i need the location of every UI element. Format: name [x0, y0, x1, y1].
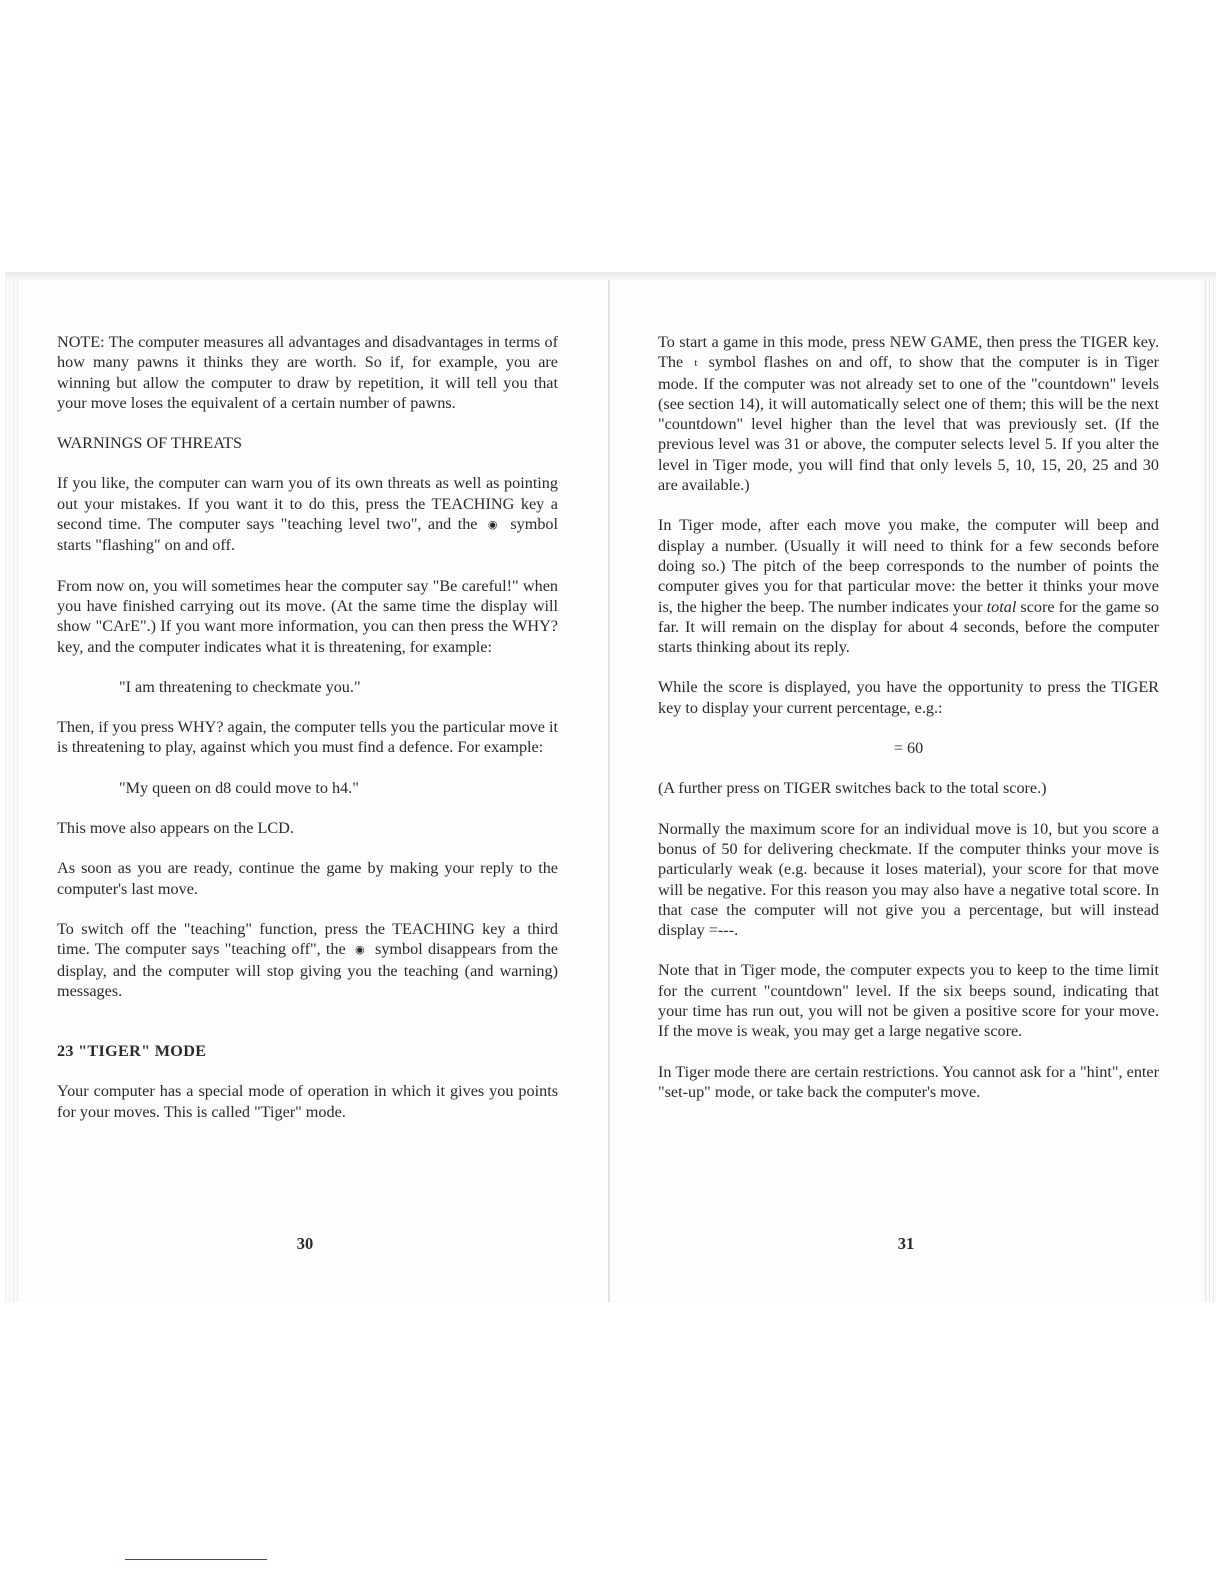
note-paragraph: NOTE: The computer measures all advantages and disadvantages in terms of how many pawns it thinks they are worth. So if, for example, you are winning but allow the computer to draw by repetition, it will tell you that your move loses the equivalent of a certain number of pawns. — [57, 333, 558, 412]
teaching-symbol-icon: ◉ — [354, 944, 366, 957]
score-paragraph: While the score is displayed, you have the opportunity to press the TIGER key to display your current percentage, e.g.: — [658, 678, 1159, 717]
continue-paragraph: As soon as you are ready, continue the game by making your reply to the computer's last move. — [57, 859, 558, 898]
switch-off-paragraph: To switch off the "teaching" function, press the TEACHING key a third time. The computer says "teaching off", the ◉ symbol disappears from the display, and the computer will stop giving you the teaching (and warning) messages. — [57, 919, 559, 1000]
tiger-symbol-icon: t — [694, 357, 698, 370]
warnings-paragraph-2: From now on, you will sometimes hear the computer say "Be careful!" when you have finished carrying out its move. (At the same time the display will show "CArE".) If you want more information, you can then press the WHY? key, and the computer indicates what it is threatening, for example: — [57, 576, 558, 656]
left-page — [57, 332, 558, 1142]
quote-queen-move: "My queen on d8 could move to h4." — [119, 778, 359, 797]
further-press-paragraph: (A further press on TIGER switches back to the total score.) — [658, 779, 1047, 798]
footnote-rule — [125, 1559, 267, 1560]
quote-threat: "I am threatening to checkmate you." — [119, 677, 361, 696]
page-number-right: 31 — [897, 1234, 915, 1253]
right-page-edge — [1202, 280, 1216, 1302]
time-limit-paragraph: Note that in Tiger mode, the computer expects you to keep to the time limit for the current "countdown" level. If the six beeps sound, indicating that your time has run out, you will not be given a positive score for your move. If the move is weak, you may get a large negative score. — [658, 961, 1159, 1041]
maximum-score-paragraph: Normally the maximum score for an individual move is 10, but you score a bonus of 50 for delivering checkmate. If the computer thinks your move is particularly weak (e.g. because it loses material), your score for that move will be negative. For this reason you may also have a negative total score. In that case the computer will not give you a percentage, but will instead display =---. — [658, 819, 1159, 940]
book-spread — [5, 272, 1216, 1302]
right-page — [658, 332, 1159, 1122]
start-paragraph: To start a game in this mode, press NEW GAME, then press the TIGER key. The t symbol flashes on and off, to show that the computer is in Tiger mode. If the computer was not already set to one of the "countdown" levels (see section 14), it will automatically select one of them; this will be the next "countdown" level higher than the level that was previously set. (If the previous level was 31 or above, the computer selects level 5. If you alter the level in Tiger mode, you will find that only levels 5, 10, 15, 20, 25 and 30 are available.) — [658, 333, 1160, 495]
tiger-mode-heading: 23 "TIGER" MODE — [57, 1042, 207, 1061]
left-page-edge — [5, 280, 19, 1302]
book-gutter — [608, 280, 610, 1302]
warnings-heading: WARNINGS OF THREATS — [57, 434, 242, 453]
teaching-symbol-icon: ◉ — [487, 519, 500, 532]
lcd-paragraph: This move also appears on the LCD. — [57, 819, 294, 838]
warnings-paragraph-3: Then, if you press WHY? again, the computer tells you the particular move it is threatening to play, against which you must find a defence. For example: — [57, 718, 558, 757]
spread-top-edge — [5, 272, 1216, 280]
tiger-intro-paragraph: Your computer has a special mode of operation in which it gives you points for your moves. This is called "Tiger" mode. — [57, 1082, 558, 1121]
beep-paragraph: In Tiger mode, after each move you make, the computer will beep and display a number. (Usually it will need to think for a few seconds before doing so.) The pitch of the beep corresponds to the number of points the computer gives you for that particular move: the better it thinks your move is, the higher the beep. The number indicates your total score for the game so far. It will remain on the display for about 4 seconds, before the computer starts thinking about its reply. — [658, 516, 1160, 657]
page-number-left: 30 — [296, 1234, 314, 1253]
percentage-example: = 60 — [893, 739, 924, 758]
restrictions-paragraph: In Tiger mode there are certain restrictions. You cannot ask for a "hint", enter "set-up" mode, or take back the computer's move. — [658, 1062, 1159, 1101]
warnings-paragraph-1: If you like, the computer can warn you of its own threats as well as pointing out your mistakes. If you want it to do this, press the TEACHING key a second time. The computer says "teaching level two", and the ◉ symbol starts "flashing" on and off. — [57, 474, 559, 555]
